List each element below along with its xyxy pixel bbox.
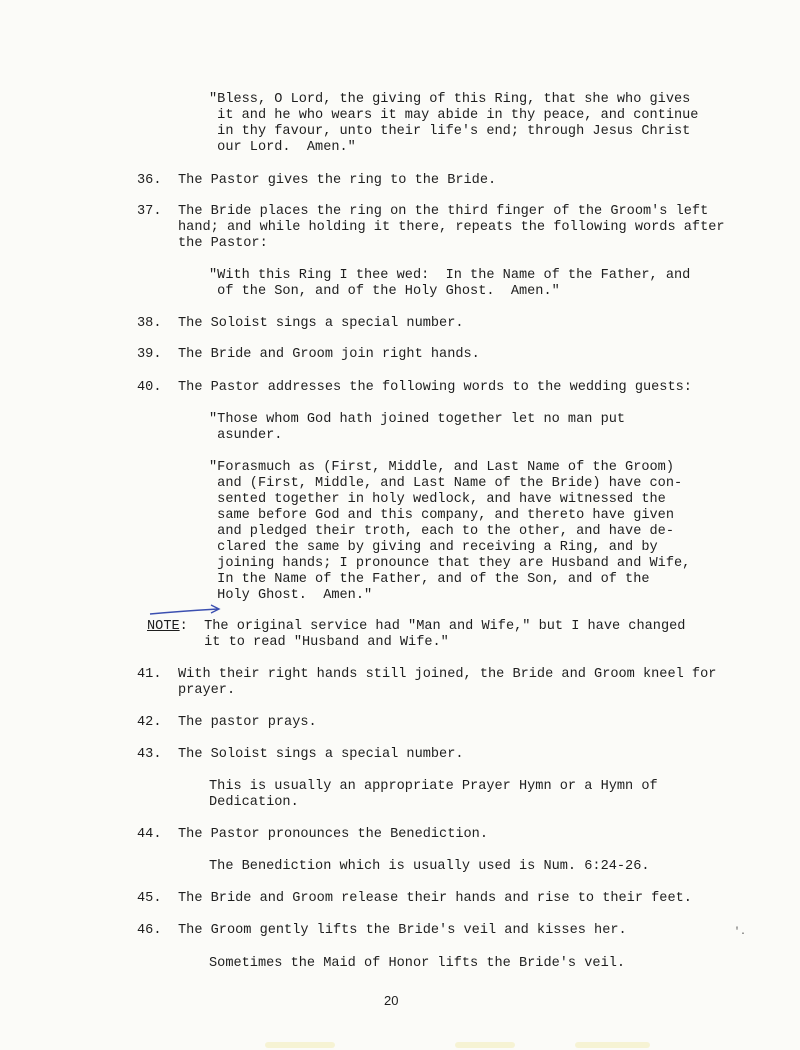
pronouncement-quote: "Forasmuch as (First, Middle, and Last Name of the Groom) and (First, Middle, and Last Name of the Bride) have con- sented together in holy wedlock, and have witnessed the same before God and this company, and thereto have given and pledged their troth, each to the other, and have de- clared the same by giving and receiving a Ring, and by joining hands; I pronounce that they are Husband and Wife, In the Name of the Father, and of the Son, and of the Holy Ghost. Amen."	[209, 460, 691, 603]
veil-note: Sometimes the Maid of Honor lifts the Bride's veil.	[209, 956, 626, 971]
ink-speck: '.	[734, 927, 747, 938]
item-number-44: 44.	[137, 827, 162, 842]
item-number-40: 40.	[137, 380, 162, 395]
item-text-42: The pastor prays.	[178, 715, 317, 730]
paper-stain	[455, 1042, 515, 1048]
note	[147, 619, 685, 651]
hymn-note: This is usually an appropriate Prayer Hymn or a Hymn of Dedication.	[209, 779, 658, 810]
page-number: 20	[384, 993, 399, 1008]
item-number-36: 36.	[137, 173, 162, 188]
item-number-42: 42.	[137, 715, 162, 730]
item-number-41: 41.	[137, 667, 162, 682]
item-number-46: 46.	[137, 923, 162, 938]
item-text-43: The Soloist sings a special number.	[178, 747, 464, 762]
item-number-43: 43.	[137, 747, 162, 762]
handwritten-arrow-icon	[148, 602, 228, 620]
item-number-37: 37.	[137, 204, 162, 219]
item-number-39: 39.	[137, 347, 162, 362]
item-text-41: With their right hands still joined, the Bride and Groom kneel for prayer.	[178, 667, 717, 698]
item-number-38: 38.	[137, 316, 162, 331]
paper-stain	[265, 1042, 335, 1048]
item-text-36: The Pastor gives the ring to the Bride.	[178, 173, 497, 188]
item-text-37: The Bride places the ring on the third finger of the Groom's left hand; and while holding it there, repeats the following words after the Pastor:	[178, 204, 725, 251]
item-text-39: The Bride and Groom join right hands.	[178, 347, 480, 362]
item-text-38: The Soloist sings a special number.	[178, 316, 464, 331]
note-label: NOTE	[147, 619, 180, 634]
item-text-44: The Pastor pronounces the Benediction.	[178, 827, 488, 842]
ring-blessing-quote: "Bless, O Lord, the giving of this Ring, that she who gives it and he who wears it may abide in thy peace, and continue in thy favour, unto their life's end; through Jesus Christ our Lord. Amen."	[209, 92, 699, 155]
bride-vow-quote: "With this Ring I thee wed: In the Name of the Father, and of the Son, and of the Holy Ghost. Amen."	[209, 268, 691, 299]
item-text-46: The Groom gently lifts the Bride's veil and kisses her.	[178, 923, 627, 938]
item-number-45: 45.	[137, 891, 162, 906]
item-text-45: The Bride and Groom release their hands and rise to their feet.	[178, 891, 692, 906]
joined-together-quote: "Those whom God hath joined together let no man put asunder.	[209, 412, 626, 443]
paper-stain	[575, 1042, 650, 1048]
note-text: : The original service had "Man and Wife," but I have changed it to read "Husband and Wife."	[179, 619, 686, 650]
benediction-note: The Benediction which is usually used is Num. 6:24-26.	[209, 859, 650, 874]
item-text-40: The Pastor addresses the following words to the wedding guests:	[178, 380, 692, 395]
